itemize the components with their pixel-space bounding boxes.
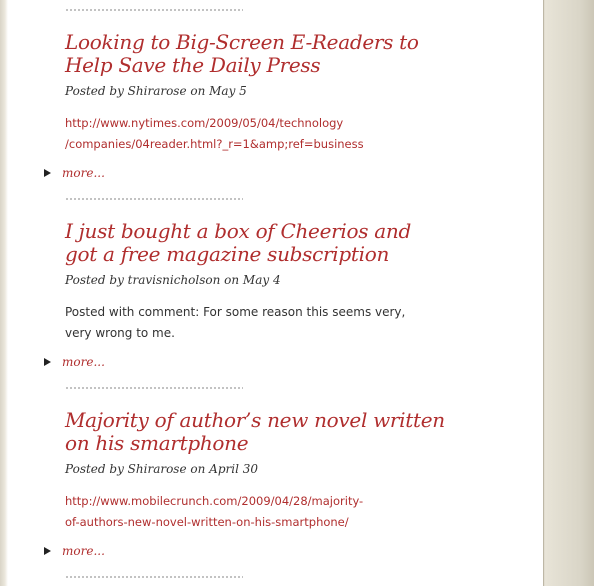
post-link-line[interactable]: of-authors-new-novel-written-on-his-smartphone/ [65,515,349,529]
page-left-edge [0,0,8,586]
post-separator [65,9,243,11]
post-title[interactable]: Majority of author’s new novel written on his smartphone [65,408,445,455]
post-title[interactable]: I just bought a box of Cheerios and got a free magazine subscription [65,219,411,266]
more-toggle[interactable] [44,354,105,370]
right-border-texture [543,0,594,586]
post-byline: Posted by Shirarose on April 30 [65,462,258,476]
triangle-right-icon [44,358,51,366]
post-byline: Posted by travisnicholson on May 4 [65,273,281,287]
post-link-line[interactable]: http://www.nytimes.com/2009/05/04/technology [65,116,344,130]
more-link[interactable]: more... [62,544,105,558]
post-link-line[interactable]: http://www.mobilecrunch.com/2009/04/28/majority- [65,494,364,508]
more-toggle[interactable] [44,543,105,559]
post-separator [65,198,243,200]
more-link[interactable]: more... [62,355,105,369]
triangle-right-icon [44,169,51,177]
content-border-line [543,0,544,586]
triangle-right-icon [44,547,51,555]
more-toggle[interactable] [44,165,105,181]
post-body: Posted with comment: For some reason this seems very, very wrong to me. [65,305,406,340]
post-separator [65,576,243,578]
post-link-line[interactable]: /companies/04reader.html?_r=1&amp;ref=business [65,137,364,151]
post-title[interactable]: Looking to Big-Screen E-Readers to Help Save the Daily Press [65,30,419,77]
post-byline: Posted by Shirarose on May 5 [65,84,247,98]
post-separator [65,387,243,389]
more-link[interactable]: more... [62,166,105,180]
